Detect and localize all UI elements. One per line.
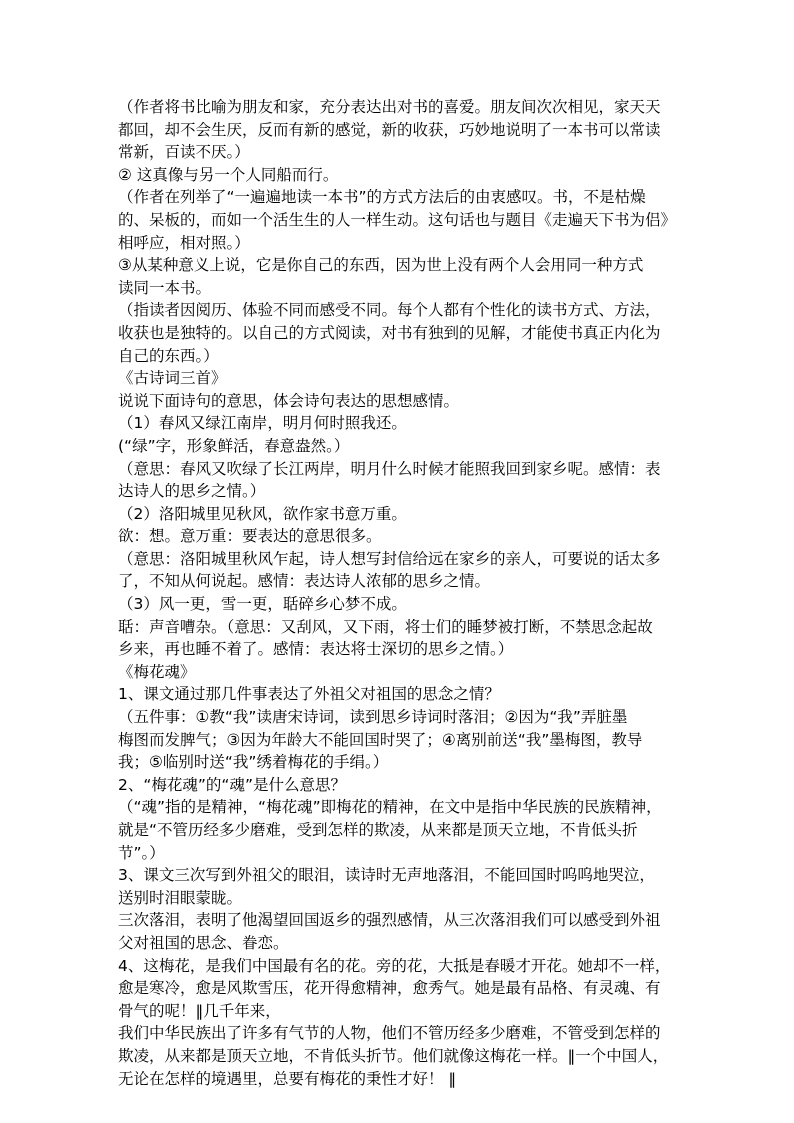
text-line: 欲：想。意万重：要表达的意思很多。 [118, 527, 382, 546]
text-line: 节”。） [118, 843, 165, 862]
text-line: （1）春风又绿江南岸，明月何时照我还。 [118, 414, 407, 433]
text-line: （意思：洛阳城里秋风乍起，诗人想写封信给远在家乡的亲人，可要说的话太多 [118, 549, 661, 568]
text-line: （五件事：①教“我”读唐宋诗词，读到思乡诗词时落泪；②因为“我”弄脏墨 [118, 708, 628, 727]
text-line: 《古诗词三首》 [118, 369, 227, 388]
text-line: 说说下面诗句的意思，体会诗句表达的思想感情。 [118, 391, 460, 410]
document-body [118, 96, 680, 1090]
text-line: （作者在列举了“一遍遍地读一本书”的方式方法后的由衷感叹。书，不是枯燥 [118, 188, 646, 207]
text-line: 相呼应，相对照。） [118, 233, 250, 252]
text-line: 达诗人的思乡之情。） [118, 482, 266, 501]
text-line: 我们中华民族出了许多有气节的人物，他们不管历经多少磨难，不管受到怎样的 [118, 1024, 661, 1043]
text-line: 常新，百读不厌。） [118, 143, 250, 162]
text-line: 送别时泪眼蒙眬。 [118, 888, 243, 907]
text-line: 都回，却不会生厌，反而有新的感觉，新的收获，巧妙地说明了一本书可以常读 [118, 120, 661, 139]
text-line: 自己的东西。） [118, 346, 219, 365]
text-line: （3）风一更，雪一更，聒碎乡心梦不成。 [118, 595, 407, 614]
text-line: ② 这真像与另一个人同船而行。 [118, 165, 339, 184]
text-line: （指读者因阅历、体验不同而感受不同。每个人都有个性化的读书方式、方法， [118, 301, 661, 320]
text-line: （“魂”指的是精神，“梅花魂”即梅花的精神，在文中是指中华民族的民族精神， [118, 798, 662, 817]
text-line: 梅图而发脾气；③因为年龄大不能回国时哭了；④离别前送“我”墨梅图，教导 [118, 730, 643, 749]
text-line: 4、这梅花，是我们中国最有名的花。旁的花，大抵是春暖才开花。她却不一样， [118, 956, 671, 975]
text-line: 无论在怎样的境遇里，总要有梅花的秉性才好！ ‖ [118, 1069, 457, 1088]
text-line: 乡来，再也睡不着了。感情：表达将士深切的思乡之情。） [118, 640, 514, 659]
text-line: 1、课文通过那几件事表达了外祖父对祖国的思念之情？ [118, 685, 500, 704]
text-line: 父对祖国的思念、眷恋。 [118, 933, 289, 952]
text-line: 收获也是独特的。以自己的方式阅读，对书有独到的见解，才能使书真正内化为 [118, 323, 661, 342]
text-line: （2）洛阳城里见秋风，欲作家书意万重。 [118, 504, 407, 523]
text-line: 我；⑤临别时送“我”绣着梅花的手绢。） [118, 753, 389, 772]
text-line: （意思：春风又吹绿了长江两岸，明月什么时候才能照我回到家乡呢。感情：表 [118, 459, 661, 478]
text-line: 就是“不管历经多少磨难，受到怎样的欺凌，从来都是顶天立地，不肯低头折 [118, 821, 638, 839]
text-line: 聒：声音嘈杂。（意思：又刮风，又下雨，将士们的睡梦被打断，不禁思念起故 [118, 617, 653, 636]
text-line: 读同一本书。 [118, 278, 212, 297]
text-line: 骨气的呢！‖几千年来， [118, 1001, 281, 1020]
text-line: ③从某种意义上说，它是你自己的东西，因为世上没有两个人会用同一种方式 [118, 256, 644, 275]
text-line: (“绿”字，形象鲜活，春意盎然。） [118, 436, 350, 455]
text-line: 了，不知从何说起。感情：表达诗人浓郁的思乡之情。 [118, 572, 491, 591]
text-line: 3、课文三次写到外祖父的眼泪，读诗时无声地落泪，不能回国时呜呜地哭泣， [118, 866, 655, 885]
text-line: 三次落泪，表明了他渴望回国返乡的强烈感情，从三次落泪我们可以感受到外祖 [118, 911, 661, 930]
text-line: 2、“梅花魂”的“魂”是什么意思？ [118, 775, 346, 794]
text-line: （作者将书比喻为朋友和家，充分表达出对书的喜爱。朋友间次次相见，家天天 [118, 98, 661, 116]
text-line: 的、呆板的，而如一个活生生的人一样生动。这句话也与题目《走遍天下书为侣》 [118, 210, 677, 229]
text-line: 欺凌，从来都是顶天立地，不肯低头折节。他们就像这梅花一样。‖一个中国人， [118, 1046, 669, 1065]
text-line: 愈是寒冷，愈是风欺雪压，花开得愈精神，愈秀气。她是最有品格、有灵魂、有 [118, 979, 661, 998]
text-line: 《梅花魂》 [118, 662, 196, 681]
